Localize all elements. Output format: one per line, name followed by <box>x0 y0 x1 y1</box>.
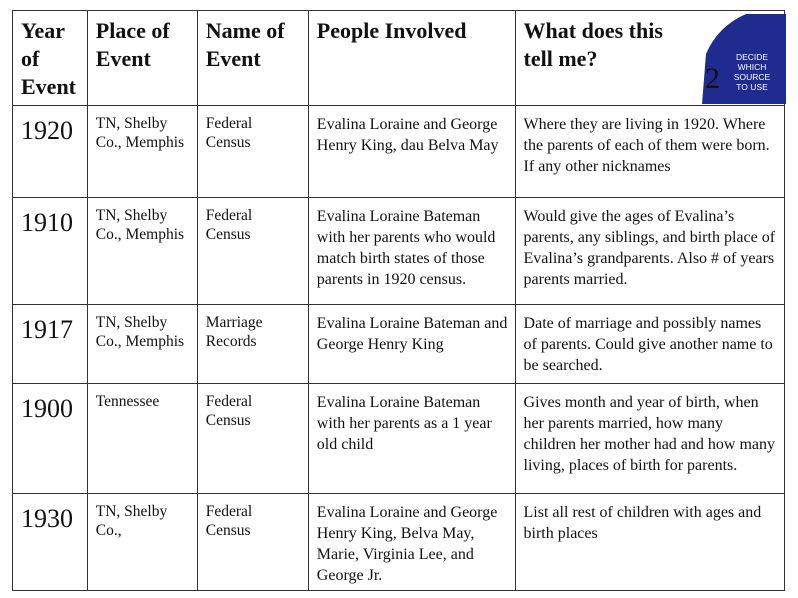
badge-line: SOURCE <box>733 72 771 82</box>
badge-number: 2 <box>705 62 720 95</box>
decide-source-badge <box>702 14 786 104</box>
event-cell: Federal Census <box>197 494 308 591</box>
event-cell: Federal Census <box>197 198 308 305</box>
tells-cell: Would give the ages of Evalina’s parents, any siblings, and birth place of Evalina’s grandparents. Also # of years parents married. <box>515 198 784 305</box>
header-place: Place of Event <box>87 11 197 106</box>
year-cell: 1910 <box>13 198 88 305</box>
badge-caption <box>722 52 782 92</box>
research-table <box>12 10 785 591</box>
event-cell: Federal Census <box>197 106 308 198</box>
people-cell: Evalina Loraine and George Henry King, Belva May, Marie, Virginia Lee, and George Jr. <box>308 494 515 591</box>
tells-cell: Date of marriage and possibly names of parents. Could give another name to be searched. <box>515 305 784 384</box>
tells-cell: Where they are living in 1920. Where the parents of each of them were born. If any other nicknames <box>515 106 784 198</box>
year-cell: 1917 <box>13 305 88 384</box>
header-event: Name of Event <box>197 11 308 106</box>
table-row <box>13 384 785 494</box>
header-tells: What does this tell me? <box>515 11 784 106</box>
people-cell: Evalina Loraine Bateman with her parents as a 1 year old child <box>308 384 515 494</box>
badge-line: DECIDE <box>735 52 769 62</box>
event-cell: Federal Census <box>197 384 308 494</box>
table-row <box>13 198 785 305</box>
badge-line: WHICH <box>737 62 767 72</box>
table-row <box>13 494 785 591</box>
place-cell: TN, Shelby Co., Memphis <box>87 305 197 384</box>
header-row <box>13 11 785 106</box>
place-cell: Tennessee <box>87 384 197 494</box>
people-cell: Evalina Loraine Bateman and George Henry King <box>308 305 515 384</box>
year-cell: 1900 <box>13 384 88 494</box>
tells-cell: List all rest of children with ages and birth places <box>515 494 784 591</box>
table-row <box>13 106 785 198</box>
place-cell: TN, Shelby Co., <box>87 494 197 591</box>
people-cell: Evalina Loraine and George Henry King, dau Belva May <box>308 106 515 198</box>
header-people: People Involved <box>308 11 515 106</box>
place-cell: TN, Shelby Co., Memphis <box>87 198 197 305</box>
place-cell: TN, Shelby Co., Memphis <box>87 106 197 198</box>
header-year: Year of Event <box>13 11 88 106</box>
tells-cell: Gives month and year of birth, when her parents married, how many children her mother had and how many living, places of birth for parents. <box>515 384 784 494</box>
year-cell: 1920 <box>13 106 88 198</box>
badge-line: TO USE <box>736 82 768 92</box>
year-cell: 1930 <box>13 494 88 591</box>
people-cell: Evalina Loraine Bateman with her parents who would match birth states of those parents in 1920 census. <box>308 198 515 305</box>
table-row <box>13 305 785 384</box>
event-cell: Marriage Records <box>197 305 308 384</box>
